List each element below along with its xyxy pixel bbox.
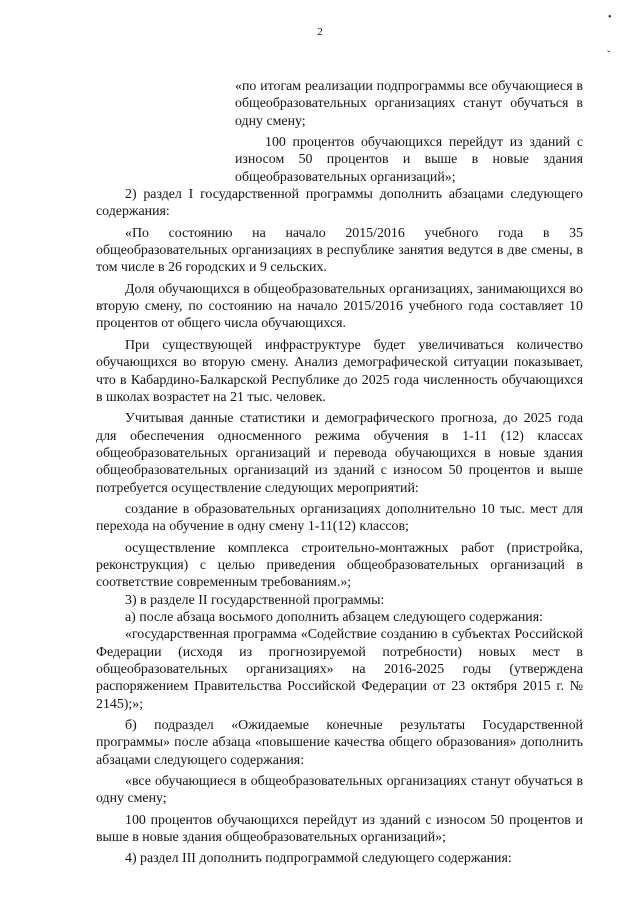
paragraph: При существующей инфраструктуре будет увеличиваться количество обучающихся во вторую смену. Анализ демографической ситуации показывает, что в Кабардино-Балкарской Республике до 2025 года численность обучающихся в школах возрастет на 21 тыс. человек. <box>96 337 583 405</box>
paragraph: 100 процентов обучающихся перейдут из зданий с износом 50 процентов и выше в новые здания общеобразовательных организаций»; <box>96 812 583 846</box>
paragraph: 4) раздел III дополнить подпрограммой следующего содержания: <box>125 851 512 867</box>
paragraph: осуществление комплекса строительно-монтажных работ (пристройка, реконструкция) с целью приведения общеобразовательных организаций в соответствие современным требованиям.»; <box>96 540 583 591</box>
paragraph: «все обучающиеся в общеобразовательных организациях станут обучаться в одну смену; <box>96 774 583 807</box>
scan-mark: ˇ <box>607 50 611 61</box>
paragraph: «государственная программа «Содействие созданию в субъектах Российской Федерации (исходя из прогнозируемой потребности) новых мест в общеобразовательных организациях» на 2016-2025 годы (утверждена распоряжением Правительства Российской Федерации от 23 октября 2015 г. № 2145);»; <box>96 627 583 712</box>
page-number: 2 <box>317 26 323 38</box>
document-body <box>96 78 583 868</box>
paragraph: а) после абзаца восьмого дополнить абзацем следующего содержания: <box>125 609 543 625</box>
quote-block <box>235 78 583 186</box>
quote-paragraph: 100 процентов обучающихся перейдут из зданий с износом 50 процентов и выше в новые здания общеобразовательных организаций»; <box>235 135 583 185</box>
paragraph: Учитывая данные статистики и демографического прогноза, до 2025 года для обеспечения односменного режима обучения в 1-11 (12) классах общеобразовательных организаций и перевода обучающихся в новые здания общеобразовательных организаций из зданий с износом 50 процентов и выше потребуется осуществление следующих мероприятий: <box>96 411 583 496</box>
paragraph: б) подраздел «Ожидаемые конечные результаты Государственной программы» после абзаца «повышение качества общего образования» дополнить абзацами следующего содержания: <box>96 718 583 768</box>
paragraph: «По состоянию на начало 2015/2016 учебного года в 35 общеобразовательных организациях в республике занятия ведутся в две смены, в том числе в 26 городских и 9 сельских. <box>96 225 583 276</box>
paragraph: 3) в разделе II государственной программы: <box>125 592 385 608</box>
paragraph: Доля обучающихся в общеобразовательных организациях, занимающихся во вторую смену, по состоянию на начало 2015/2016 учебного года составляет 10 процентов от общего числа обучающихся. <box>96 281 583 332</box>
scan-mark: • <box>608 12 612 23</box>
paragraph: 2) раздел I государственной программы дополнить абзацами следующего содержания: <box>96 187 583 220</box>
paragraph: создание в образовательных организациях дополнительно 10 тыс. мест для перехода на обучение в одну смену 1-11(12) классов; <box>96 501 583 535</box>
quote-paragraph: «по итогам реализации подпрограммы все обучающиеся в общеобразовательных организациях станут обучаться в одну смену; <box>235 79 583 129</box>
